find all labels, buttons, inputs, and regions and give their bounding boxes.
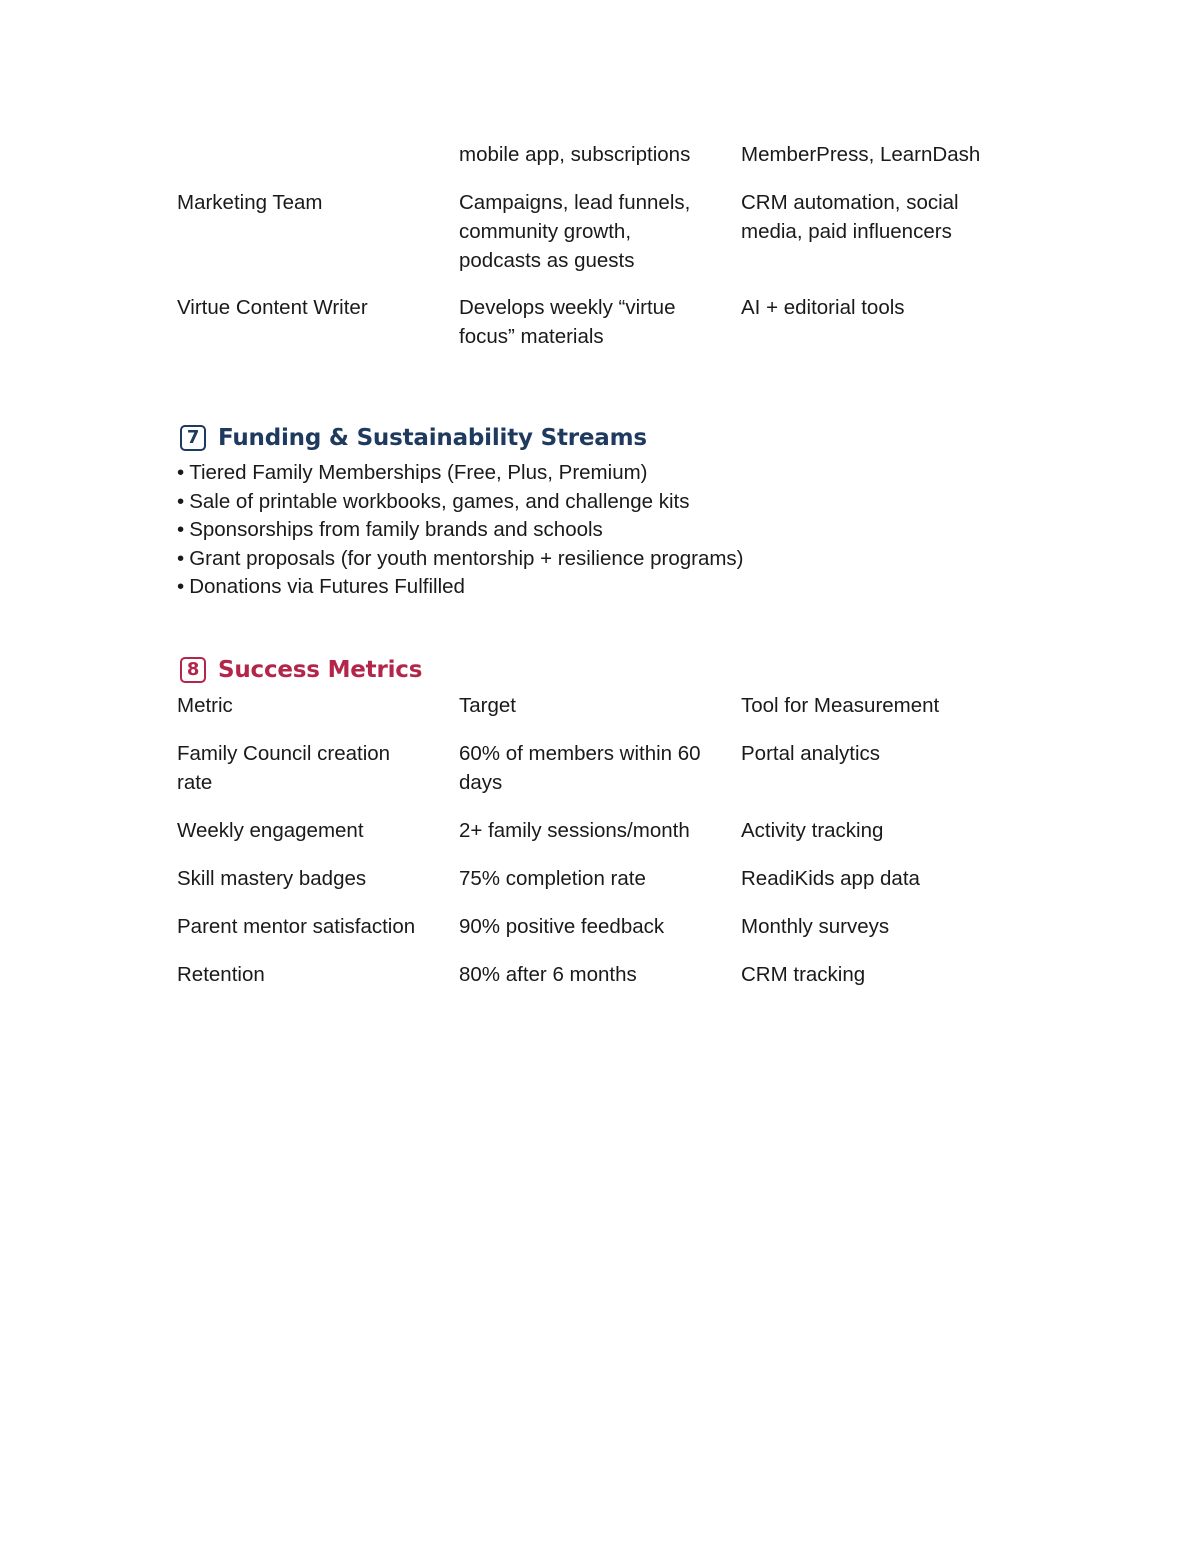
team-row-2-tools: CRM automation, social media, paid influencers	[741, 191, 959, 243]
metrics-row-4-tool: Monthly surveys	[741, 915, 890, 938]
list-item: • Tiered Family Memberships (Free, Plus, Premium)	[177, 459, 744, 488]
metrics-row-4-metric: Parent mentor satisfaction	[177, 915, 416, 938]
metrics-header-tool: Tool for Measurement	[741, 694, 940, 717]
metrics-row-5-target: 80% after 6 months	[459, 963, 637, 986]
metrics-header-metric: Metric	[177, 694, 233, 717]
metrics-row-3-tool: ReadiKids app data	[741, 867, 920, 890]
metrics-heading	[180, 654, 422, 686]
keycap-eight-icon: 8	[180, 657, 206, 683]
list-item: • Sale of printable workbooks, games, and challenge kits	[177, 488, 744, 517]
metrics-row-5-tool: CRM tracking	[741, 963, 866, 986]
metrics-header-target: Target	[459, 694, 516, 717]
metrics-row-4-target: 90% positive feedback	[459, 915, 665, 938]
metrics-row-1-metric: Family Council creation rate	[177, 742, 391, 794]
metrics-row-1-tool: Portal analytics	[741, 742, 881, 765]
metrics-row-1-target: 60% of members within 60 days	[459, 742, 701, 794]
team-row-1-responsibility: mobile app, subscriptions	[459, 143, 691, 166]
metrics-row-2-tool: Activity tracking	[741, 819, 884, 842]
team-row-3-responsibility: Develops weekly “virtue focus” materials	[459, 296, 676, 348]
list-item: • Grant proposals (for youth mentorship + resilience programs)	[177, 545, 744, 574]
keycap-seven-icon: 7	[180, 425, 206, 451]
team-row-3-role: Virtue Content Writer	[177, 296, 368, 319]
funding-heading	[180, 422, 647, 454]
team-row-2-role: Marketing Team	[177, 191, 323, 214]
list-item: • Donations via Futures Fulfilled	[177, 573, 744, 602]
metrics-row-2-target: 2+ family sessions/month	[459, 819, 690, 842]
funding-list	[177, 459, 744, 602]
metrics-row-2-metric: Weekly engagement	[177, 819, 364, 842]
list-item: • Sponsorships from family brands and schools	[177, 516, 744, 545]
team-row-3-tools: AI + editorial tools	[741, 296, 905, 319]
metrics-row-5-metric: Retention	[177, 963, 265, 986]
metrics-row-3-metric: Skill mastery badges	[177, 867, 367, 890]
metrics-title: Success Metrics	[218, 657, 423, 683]
metrics-row-3-target: 75% completion rate	[459, 867, 646, 890]
team-row-1-tools: MemberPress, LearnDash	[741, 143, 981, 166]
team-row-2-responsibility: Campaigns, lead funnels, community growth, podcasts as guests	[459, 191, 691, 272]
funding-title: Funding & Sustainability Streams	[218, 425, 647, 451]
